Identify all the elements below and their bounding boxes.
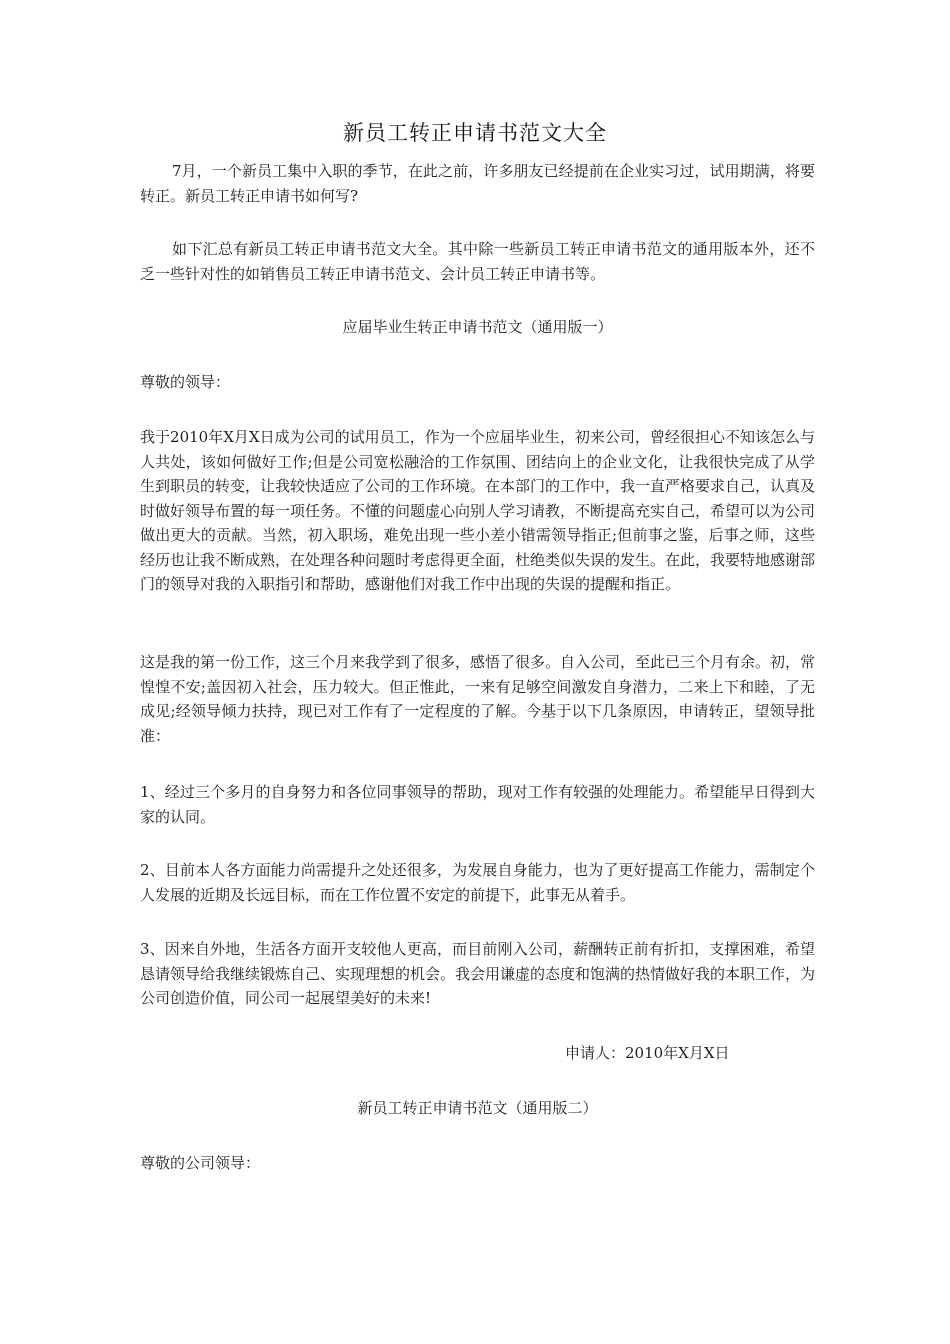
- section-1-heading: 应届毕业生转正申请书范文（通用版一）: [342, 318, 613, 336]
- section-1-item-3: 3、因来自外地，生活各方面开支较他人更高，而目前刚入公司，薪酬转正前有折扣，支撑困难，希望恳请领导给我继续锻炼自己、实现理想的机会。我会用谦虚的态度和饱满的热情做好我的本职工作，为公司创造价值，同公司一起展望美好的未来!: [140, 940, 816, 1007]
- section-2-heading: 新员工转正申请书范文（通用版二）: [357, 1099, 598, 1117]
- section-1-paragraph-2: 这是我的第一份工作，这三个月来我学到了很多，感悟了很多。自入公司，至此已三个月有余。初，常惶惶不安;盖因初入社会，压力较大。但正惟此，一来有足够空间激发自身潜力，二来上下和睦，了无成见;经领导倾力扶持，现已对工作有了一定程度的了解。今基于以下几条原因，申请转正，望领导批准：: [140, 653, 816, 745]
- section-2-salutation: 尊敬的公司领导：: [140, 1154, 261, 1172]
- intro-paragraph-1: 7月，一个新员工集中入职的季节，在此之前，许多朋友已经提前在企业实习过，试用期满，将要转正。新员工转正申请书如何写?: [140, 162, 815, 205]
- section-1-paragraph-1: 我于2010年X月X日成为公司的试用员工，作为一个应届毕业生，初来公司，曾经很担心不知该怎么与人共处，该如何做好工作;但是公司宽松融洽的工作氛围、团结向上的企业文化，让我很快完成了从学生到职员的转变，让我较快适应了公司的工作环境。在本部门的工作中，我一直严格要求自己，认真及时做好领导布置的每一项任务。不懂的问题虚心向别人学习请教，不断提高充实自己，希望可以为公司做出更大的贡献。当然，初入职场，难免出现一些小差小错需领导指正;但前事之鉴，后事之师，这些经历也让我不断成熟，在处理各种问题时考虑得更全面，杜绝类似失误的发生。在此，我要特地感谢部门的领导对我的入职指引和帮助，感谢他们对我工作中出现的失误的提醒和指正。: [140, 428, 816, 593]
- section-1-item-2: 2、目前本人各方面能力尚需提升之处还很多，为发展自身能力，也为了更好提高工作能力，需制定个人发展的近期及长远目标，而在工作位置不安定的前提下，此事无从着手。: [140, 861, 815, 904]
- document-title: 新员工转正申请书范文大全: [343, 121, 607, 145]
- section-1-item-1: 1、经过三个多月的自身努力和各位同事领导的帮助，现对工作有较强的处理能力。希望能早日得到大家的认同。: [140, 783, 815, 826]
- intro-paragraph-2: 如下汇总有新员工转正申请书范文大全。其中除一些新员工转正申请书范文的通用版本外，还不乏一些针对性的如销售员工转正申请书范文、会计员工转正申请书等。: [140, 240, 815, 283]
- section-1-salutation: 尊敬的领导：: [140, 373, 231, 391]
- section-1-signature: 申请人：2010年X月X日: [565, 1044, 730, 1062]
